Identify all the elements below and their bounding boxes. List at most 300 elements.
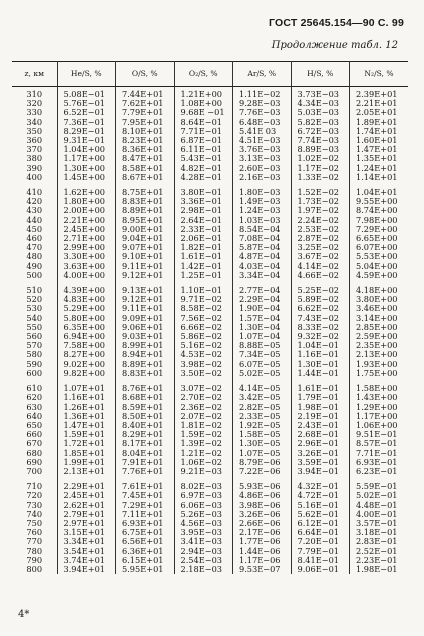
value-cell: 4.03E−04 <box>233 262 292 271</box>
value-cell: 3.76E−03 <box>233 145 292 154</box>
value-cell: 8.33E−02 <box>291 323 350 332</box>
value-cell: 2.66E−06 <box>233 519 292 528</box>
value-cell: 2.36E−02 <box>174 403 233 412</box>
value-cell: 5.89E−02 <box>291 295 350 304</box>
value-cell: 8.79E−06 <box>233 458 292 467</box>
altitude-cell: 440 <box>12 216 57 225</box>
value-cell: 9.68E −01 <box>174 108 233 117</box>
value-cell: 3.98E−02 <box>174 360 233 369</box>
value-cell: 7.08E−04 <box>233 234 292 243</box>
value-cell: 9.71E−02 <box>174 295 233 304</box>
value-cell: 2.16E−03 <box>233 173 292 182</box>
value-cell: 3.34E+01 <box>57 537 116 546</box>
value-cell: 7.95E+01 <box>116 118 175 127</box>
value-cell: 1.21E−02 <box>174 449 233 458</box>
value-cell: 8.58E−02 <box>174 304 233 313</box>
value-cell: 8.50E+01 <box>116 412 175 421</box>
value-cell: 9.53E−07 <box>233 565 292 574</box>
value-cell: 1.30E+00 <box>57 164 116 173</box>
value-cell: 9.51E−01 <box>356 429 398 440</box>
value-cell: 1.14E+01 <box>356 171 398 182</box>
value-cell: 5.29E+00 <box>57 304 116 313</box>
value-cell: 3.41E−03 <box>174 537 233 546</box>
value-cell: 8.23E+01 <box>116 136 175 145</box>
value-cell: 6.11E−01 <box>174 145 233 154</box>
value-cell: 3.13E−03 <box>233 154 292 163</box>
value-cell: 6.48E−03 <box>233 118 292 127</box>
value-cell: 3.73E−03 <box>291 87 350 100</box>
value-cell: 4.53E−02 <box>174 350 233 359</box>
value-cell: 9.00E+01 <box>116 225 175 234</box>
value-cell: 7.74E−03 <box>291 136 350 145</box>
value-cell: 2.79E+01 <box>57 510 116 519</box>
table-row <box>12 280 408 295</box>
value-cell: 7.79E−01 <box>291 547 350 556</box>
value-cell: 2.70E−02 <box>174 393 233 402</box>
value-cell: 3.57E−01 <box>356 517 398 528</box>
value-cell: 1.26E+01 <box>57 403 116 412</box>
value-cell: 1.07E−05 <box>233 449 292 458</box>
value-cell: 7.36E−01 <box>57 118 116 127</box>
value-cell: 7.20E−01 <box>291 537 350 546</box>
value-cell: 8.83E+01 <box>116 369 175 378</box>
altitude-cell: 520 <box>12 295 57 304</box>
value-cell: 1.47E+01 <box>356 144 398 155</box>
value-cell: 1.89E+01 <box>356 116 398 127</box>
value-cell: 1.77E−06 <box>233 537 292 546</box>
value-cell: 1.42E−01 <box>174 262 233 271</box>
value-cell: 1.04E−01 <box>291 341 350 350</box>
value-cell: 1.61E−01 <box>291 378 350 393</box>
value-cell: 1.17E−02 <box>291 164 350 173</box>
value-cell: 8.29E+01 <box>116 430 175 439</box>
table-row <box>12 565 408 574</box>
value-cell: 2.68E−01 <box>291 430 350 439</box>
value-cell: 2.07E−02 <box>174 412 233 421</box>
value-cell: 1.79E−01 <box>291 393 350 402</box>
column-header: He/S, % <box>57 62 116 87</box>
value-cell: 2.19E−01 <box>291 412 350 421</box>
value-cell: 1.99E+01 <box>57 458 116 467</box>
value-cell: 6.87E−01 <box>174 136 233 145</box>
value-cell: 4.59E+00 <box>356 269 398 280</box>
value-cell: 9.82E+00 <box>57 369 116 378</box>
altitude-cell: 410 <box>12 182 57 197</box>
altitude-cell: 610 <box>12 378 57 393</box>
value-cell: 3.07E−02 <box>174 378 233 393</box>
value-cell: 1.39E−02 <box>174 439 233 448</box>
value-cell: 5.03E−03 <box>291 108 350 117</box>
value-cell: 4.32E−01 <box>291 476 350 491</box>
altitude-cell: 760 <box>12 528 57 537</box>
value-cell: 1.11E−02 <box>233 87 292 100</box>
column-header: O₂/S, % <box>174 62 233 87</box>
value-cell: 4.83E+00 <box>57 295 116 304</box>
value-cell: 1.90E−04 <box>233 304 292 313</box>
value-cell: 1.10E−01 <box>174 280 233 295</box>
table-header-row <box>12 62 408 87</box>
value-cell: 2.53E−02 <box>291 225 350 234</box>
value-cell: 8.02E−03 <box>174 476 233 491</box>
altitude-cell: 510 <box>12 280 57 295</box>
value-cell: 8.67E+01 <box>116 173 175 182</box>
column-header: H/S, % <box>291 62 350 87</box>
altitude-cell: 380 <box>12 154 57 163</box>
value-cell: 6.62E−02 <box>291 304 350 313</box>
value-cell: 5.76E−01 <box>57 99 116 108</box>
value-cell: 4.14E−02 <box>291 262 350 271</box>
value-cell: 2.33E−01 <box>174 225 233 234</box>
value-cell: 5.02E−01 <box>356 490 398 501</box>
value-cell: 8.36E+01 <box>116 145 175 154</box>
value-cell: 3.34E−04 <box>233 271 292 280</box>
value-cell: 2.35E+00 <box>356 340 398 351</box>
value-cell: 4.34E−03 <box>291 99 350 108</box>
value-cell: 4.72E−01 <box>291 491 350 500</box>
value-cell: 3.18E−01 <box>356 527 398 538</box>
value-cell: 2.23E−01 <box>356 554 398 565</box>
value-cell: 1.25E−01 <box>174 271 233 280</box>
value-cell: 8.89E+01 <box>116 206 175 215</box>
value-cell: 1.21E+00 <box>174 87 233 100</box>
value-cell: 7.44E+01 <box>116 87 175 100</box>
value-cell: 1.49E−03 <box>233 197 292 206</box>
value-cell: 5.08E−01 <box>57 87 116 100</box>
altitude-cell: 530 <box>12 304 57 313</box>
value-cell: 6.64E−01 <box>291 528 350 537</box>
value-cell: 1.04E+00 <box>57 145 116 154</box>
altitude-cell: 710 <box>12 476 57 491</box>
value-cell: 7.62E+01 <box>116 99 175 108</box>
altitude-cell: 700 <box>12 467 57 476</box>
value-cell: 1.30E−01 <box>291 360 350 369</box>
value-cell: 1.17E−06 <box>233 556 292 565</box>
value-cell: 7.71E−01 <box>174 127 233 136</box>
altitude-cell: 560 <box>12 332 57 341</box>
table-row <box>12 271 408 280</box>
value-cell: 3.80E−01 <box>174 182 233 197</box>
altitude-cell: 780 <box>12 547 57 556</box>
value-cell: 2.21E+00 <box>57 216 116 225</box>
value-cell: 6.66E−02 <box>174 323 233 332</box>
value-cell: 7.11E+01 <box>116 510 175 519</box>
table-row <box>12 467 408 476</box>
table-row <box>12 378 408 393</box>
data-table <box>12 61 408 574</box>
value-cell: 2.82E−05 <box>233 403 292 412</box>
value-cell: 8.40E+01 <box>116 421 175 430</box>
value-cell: 6.65E+00 <box>356 233 398 244</box>
value-cell: 8.59E+01 <box>116 403 175 412</box>
value-cell: 1.82E−01 <box>174 243 233 252</box>
value-cell: 1.52E−02 <box>291 182 350 197</box>
value-cell: 2.00E+00 <box>57 206 116 215</box>
value-cell: 9.02E+00 <box>57 360 116 369</box>
value-cell: 9.09E+01 <box>116 314 175 323</box>
table-continuation-caption: Продолжение табл. 12 <box>271 40 398 51</box>
value-cell: 1.58E−05 <box>233 430 292 439</box>
altitude-cell: 690 <box>12 458 57 467</box>
value-cell: 6.56E+01 <box>116 537 175 546</box>
altitude-cell: 540 <box>12 314 57 323</box>
value-cell: 1.08E+00 <box>174 99 233 108</box>
table-row <box>12 369 408 378</box>
value-cell: 2.71E+00 <box>57 234 116 243</box>
value-cell: 1.30E−05 <box>233 439 292 448</box>
value-cell: 2.98E−01 <box>174 206 233 215</box>
value-cell: 1.24E+01 <box>356 162 398 173</box>
value-cell: 7.76E+01 <box>116 467 175 476</box>
value-cell: 2.05E+01 <box>356 107 398 118</box>
value-cell: 1.17E+00 <box>57 154 116 163</box>
value-cell: 5.95E+01 <box>116 565 175 574</box>
value-cell: 2.52E−01 <box>356 545 398 556</box>
value-cell: 8.95E+01 <box>116 216 175 225</box>
value-cell: 9.21E−03 <box>174 467 233 476</box>
value-cell: 2.83E−01 <box>356 536 398 547</box>
value-cell: 2.24E−02 <box>291 216 350 225</box>
value-cell: 1.93E+00 <box>356 358 398 369</box>
value-cell: 4.56E−03 <box>174 519 233 528</box>
value-cell: 5.80E+00 <box>57 314 116 323</box>
value-cell: 1.61E−01 <box>174 252 233 261</box>
altitude-cell: 450 <box>12 225 57 234</box>
value-cell: 7.29E+00 <box>356 223 398 234</box>
value-cell: 2.29E−04 <box>233 295 292 304</box>
value-cell: 5.41E 03 <box>233 127 292 136</box>
value-cell: 6.23E−01 <box>356 465 398 476</box>
table-row <box>12 476 408 491</box>
value-cell: 8.83E+01 <box>116 197 175 206</box>
value-cell: 7.29E+01 <box>116 501 175 510</box>
table-row <box>12 182 408 197</box>
altitude-cell: 350 <box>12 127 57 136</box>
value-cell: 1.24E−03 <box>233 206 292 215</box>
value-cell: 5.43E−01 <box>174 154 233 163</box>
value-cell: 1.74E+01 <box>356 125 398 136</box>
value-cell: 8.17E+01 <box>116 439 175 448</box>
value-cell: 6.07E−05 <box>233 360 292 369</box>
value-cell: 6.75E+01 <box>116 528 175 537</box>
value-cell: 5.93E−06 <box>233 476 292 491</box>
value-cell: 5.59E−01 <box>356 481 398 492</box>
value-cell: 1.75E+00 <box>356 367 398 378</box>
value-cell: 2.97E+01 <box>57 519 116 528</box>
document-reference: ГОСТ 25645.154—90 С. 99 <box>268 17 404 29</box>
value-cell: 5.02E−05 <box>233 369 292 378</box>
altitude-cell: 800 <box>12 565 57 574</box>
value-cell: 1.44E−01 <box>291 369 350 378</box>
value-cell: 1.43E+00 <box>356 392 398 403</box>
altitude-cell: 620 <box>12 393 57 402</box>
table-body <box>12 87 408 575</box>
altitude-cell: 570 <box>12 341 57 350</box>
value-cell: 8.47E+01 <box>116 154 175 163</box>
value-cell: 4.87E−04 <box>233 252 292 261</box>
value-cell: 4.86E−06 <box>233 491 292 500</box>
value-cell: 5.87E−04 <box>233 243 292 252</box>
value-cell: 3.25E−02 <box>291 243 350 252</box>
value-cell: 1.45E+00 <box>57 173 116 182</box>
value-cell: 2.54E−03 <box>174 556 233 565</box>
value-cell: 2.59E+00 <box>356 331 398 342</box>
value-cell: 4.00E+00 <box>57 271 116 280</box>
altitude-cell: 490 <box>12 262 57 271</box>
value-cell: 6.94E+00 <box>57 332 116 341</box>
value-cell: 1.35E+01 <box>356 153 398 164</box>
value-cell: 8.99E+01 <box>116 341 175 350</box>
column-header: z, км <box>12 62 57 87</box>
value-cell: 1.06E+00 <box>356 419 398 430</box>
value-cell: 1.59E+01 <box>57 430 116 439</box>
value-cell: 2.17E−06 <box>233 528 292 537</box>
value-cell: 3.80E+00 <box>356 294 398 305</box>
altitude-cell: 340 <box>12 118 57 127</box>
value-cell: 1.36E+01 <box>57 412 116 421</box>
value-cell: 1.02E−02 <box>291 154 350 163</box>
value-cell: 2.21E+01 <box>356 98 398 109</box>
value-cell: 2.13E+01 <box>57 467 116 476</box>
value-cell: 5.62E−01 <box>291 510 350 519</box>
column-header: N₂/S, % <box>350 62 409 87</box>
value-cell: 8.29E−01 <box>57 127 116 136</box>
value-cell: 6.35E+00 <box>57 323 116 332</box>
altitude-cell: 390 <box>12 164 57 173</box>
value-cell: 8.74E+00 <box>356 205 398 216</box>
value-cell: 3.26E−06 <box>233 510 292 519</box>
value-cell: 9.12E+01 <box>116 295 175 304</box>
value-cell: 2.45E+00 <box>57 225 116 234</box>
value-cell: 4.18E+00 <box>356 285 398 296</box>
value-cell: 6.97E−03 <box>174 491 233 500</box>
altitude-cell: 310 <box>12 87 57 100</box>
column-header: Ar/S, % <box>233 62 292 87</box>
value-cell: 1.07E+01 <box>57 378 116 393</box>
value-cell: 9.32E−02 <box>291 332 350 341</box>
value-cell: 1.59E−02 <box>174 430 233 439</box>
value-cell: 7.58E+00 <box>57 341 116 350</box>
value-cell: 1.57E−04 <box>233 314 292 323</box>
altitude-cell: 630 <box>12 403 57 412</box>
altitude-cell: 660 <box>12 430 57 439</box>
value-cell: 8.94E+01 <box>116 350 175 359</box>
value-cell: 4.82E−01 <box>174 164 233 173</box>
value-cell: 3.95E−03 <box>174 528 233 537</box>
value-cell: 6.07E+00 <box>356 242 398 253</box>
value-cell: 2.62E+01 <box>57 501 116 510</box>
value-cell: 3.36E−01 <box>174 197 233 206</box>
value-cell: 2.45E+01 <box>57 491 116 500</box>
value-cell: 6.15E+01 <box>116 556 175 565</box>
value-cell: 2.43E−01 <box>291 421 350 430</box>
value-cell: 1.98E−01 <box>291 403 350 412</box>
value-cell: 4.39E+00 <box>57 280 116 295</box>
value-cell: 5.04E+00 <box>356 260 398 271</box>
value-cell: 1.04E+01 <box>356 187 398 198</box>
value-cell: 2.99E+00 <box>57 243 116 252</box>
value-cell: 6.72E−03 <box>291 127 350 136</box>
value-cell: 1.33E−02 <box>291 173 350 182</box>
value-cell: 3.14E+00 <box>356 312 398 323</box>
altitude-cell: 640 <box>12 412 57 421</box>
value-cell: 6.93E+01 <box>116 519 175 528</box>
value-cell: 1.03E−03 <box>233 216 292 225</box>
value-cell: 9.12E+01 <box>116 271 175 280</box>
value-cell: 1.73E−02 <box>291 197 350 206</box>
value-cell: 6.52E−01 <box>57 108 116 117</box>
altitude-cell: 590 <box>12 360 57 369</box>
value-cell: 8.58E+01 <box>116 164 175 173</box>
value-cell: 4.14E−05 <box>233 378 292 393</box>
value-cell: 3.46E+00 <box>356 303 398 314</box>
value-cell: 5.82E−03 <box>291 118 350 127</box>
value-cell: 5.26E−03 <box>174 510 233 519</box>
value-cell: 7.22E−06 <box>233 467 292 476</box>
value-cell: 8.88E−05 <box>233 341 292 350</box>
altitude-cell: 470 <box>12 243 57 252</box>
value-cell: 7.98E+00 <box>356 214 398 225</box>
value-cell: 9.13E+01 <box>116 280 175 295</box>
column-header: O/S, % <box>116 62 175 87</box>
altitude-cell: 580 <box>12 350 57 359</box>
value-cell: 2.29E+01 <box>57 476 116 491</box>
altitude-cell: 650 <box>12 421 57 430</box>
altitude-cell: 500 <box>12 271 57 280</box>
value-cell: 3.15E+01 <box>57 528 116 537</box>
altitude-cell: 790 <box>12 556 57 565</box>
value-cell: 9.31E−01 <box>57 136 116 145</box>
value-cell: 7.71E−01 <box>356 447 398 458</box>
value-cell: 1.72E+01 <box>57 439 116 448</box>
value-cell: 2.39E+01 <box>356 89 398 99</box>
value-cell: 1.92E−05 <box>233 421 292 430</box>
value-cell: 3.42E−05 <box>233 393 292 402</box>
value-cell: 1.17E+00 <box>356 410 398 421</box>
value-cell: 3.30E+00 <box>57 252 116 261</box>
value-cell: 1.29E+00 <box>356 401 398 412</box>
value-cell: 1.07E−04 <box>233 332 292 341</box>
table-row <box>12 173 408 182</box>
value-cell: 6.93E−01 <box>356 456 398 467</box>
value-cell: 7.61E+01 <box>116 476 175 491</box>
altitude-cell: 550 <box>12 323 57 332</box>
value-cell: 4.28E−01 <box>174 173 233 182</box>
altitude-cell: 460 <box>12 234 57 243</box>
value-cell: 7.76E−03 <box>233 108 292 117</box>
value-cell: 8.04E+01 <box>116 449 175 458</box>
value-cell: 4.66E−02 <box>291 271 350 280</box>
value-cell: 8.27E+00 <box>57 350 116 359</box>
altitude-cell: 750 <box>12 519 57 528</box>
value-cell: 3.54E+01 <box>57 547 116 556</box>
value-cell: 6.12E−01 <box>291 519 350 528</box>
value-cell: 1.81E−02 <box>174 421 233 430</box>
altitude-cell: 330 <box>12 108 57 117</box>
value-cell: 8.68E+01 <box>116 393 175 402</box>
value-cell: 2.85E+00 <box>356 321 398 332</box>
value-cell: 9.06E+01 <box>116 323 175 332</box>
value-cell: 8.76E+01 <box>116 378 175 393</box>
value-cell: 8.54E−04 <box>233 225 292 234</box>
value-cell: 1.80E+00 <box>57 197 116 206</box>
value-cell: 4.48E−01 <box>356 499 398 510</box>
value-cell: 2.33E−05 <box>233 412 292 421</box>
altitude-cell: 420 <box>12 197 57 206</box>
value-cell: 3.26E−01 <box>291 449 350 458</box>
value-cell: 2.64E−01 <box>174 216 233 225</box>
value-cell: 8.57E−01 <box>356 438 398 449</box>
value-cell: 6.36E+01 <box>116 547 175 556</box>
